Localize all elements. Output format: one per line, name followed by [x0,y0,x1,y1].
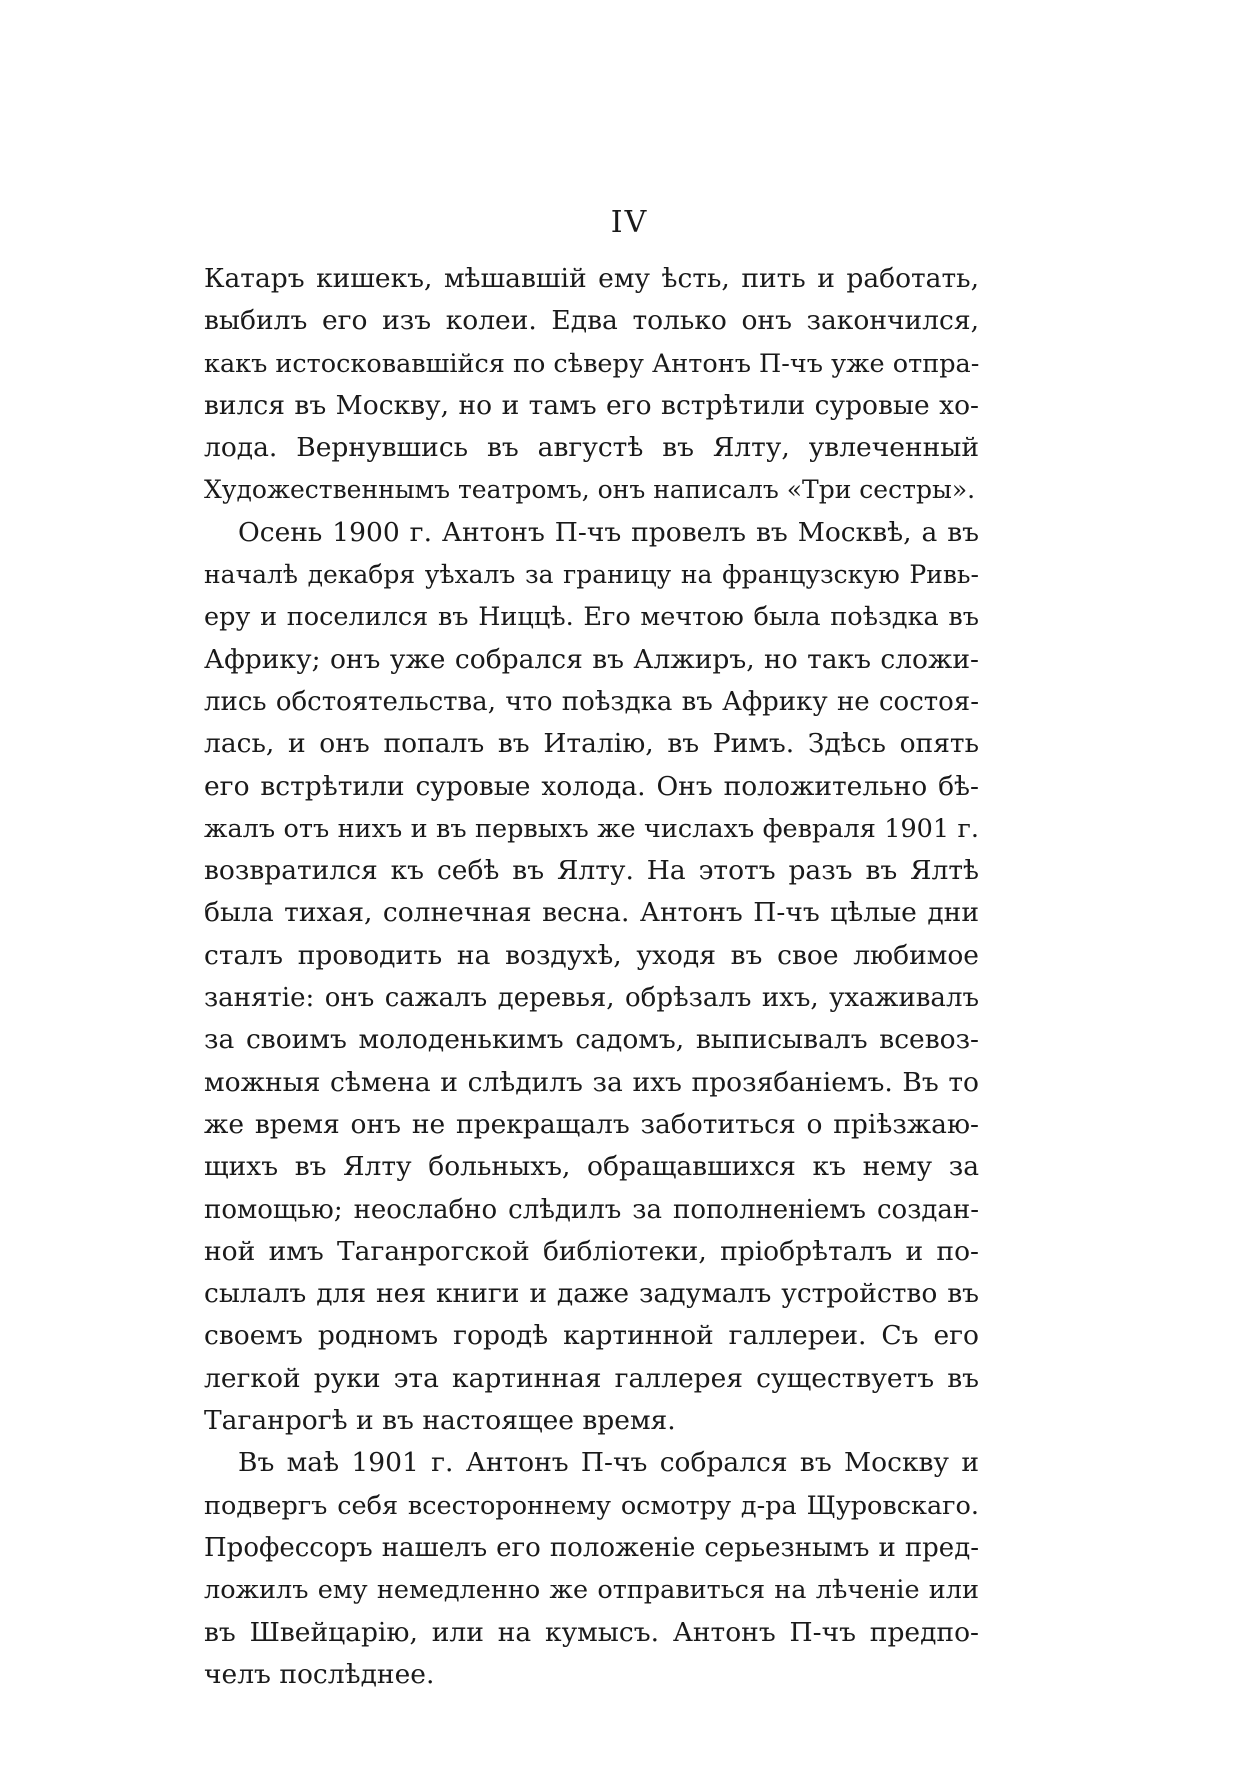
text-line: ной имъ Таганрогской библіотеки, пріобрѣталъ и по- [204,1235,979,1267]
text-line: еру и поселился въ Ниццѣ. Его мечтою была поѣздка въ [204,602,979,633]
text-line: лись обстоятельства, что поѣздка въ Африку не состоя- [204,686,979,717]
text-line: возвратился къ себѣ въ Ялту. На этотъ разъ въ Ялтѣ [204,855,979,887]
text-line: сылалъ для нея книги и даже задумалъ устройство въ [204,1278,979,1310]
text-line: можныя сѣмена и слѣдилъ за ихъ прозябаніемъ. Въ то [204,1066,979,1098]
text-line: лода. Вернувшись въ августѣ въ Ялту, увлеченный [204,432,979,464]
text-line: своемъ родномъ городѣ картинной галлереи. Съ его [204,1320,979,1352]
text-line: же время онъ не прекращалъ заботиться о пріѣзжаю- [204,1108,979,1140]
text-line: за своимъ молоденькимъ садомъ, выписывалъ всевоз- [204,1024,979,1056]
text-line: началѣ декабря уѣхалъ за границу на французскую Ривь- [204,560,979,590]
text-line: его встрѣтили суровые холода. Онъ положительно бѣ- [204,770,979,802]
text-line: подвергъ себя всестороннему осмотру д-ра Щуровскаго. [204,1490,979,1521]
text-line: выбилъ его изъ колеи. Едва только онъ закончился, [204,305,979,337]
text-line: лась, и онъ попалъ въ Италію, въ Римъ. Здѣсь опять [204,728,979,760]
text-line: вился въ Москву, но и тамъ его встрѣтили суровые хо- [204,389,979,421]
text-line: жалъ отъ нихъ и въ первыхъ же числахъ февраля 1901 г. [204,813,979,844]
page-number: IV [610,205,649,240]
text-line: Катаръ кишекъ, мѣшавшій ему ѣсть, пить и работать, [204,263,979,294]
text-line: помощью; неослабно слѣдилъ за пополненіемъ создан- [204,1194,979,1225]
text-line: челъ послѣднее. [204,1658,435,1690]
text-line: сталъ проводить на воздухѣ, уходя въ свое любимое [204,939,979,971]
text-line: была тихая, солнечная весна. Антонъ П-чъ цѣлые дни [204,897,979,929]
text-line: Художественнымъ театромъ, онъ написалъ «Три сестры». [204,475,976,505]
text-line: въ Швейцарію, или на кумысъ. Антонъ П-чъ предпо- [204,1616,979,1648]
text-line: легкой руки эта картинная галлерея существуетъ въ [204,1362,979,1394]
text-line: Профессоръ нашелъ его положеніе серьезнымъ и пред- [204,1532,979,1563]
text-line: ложилъ ему немедленно же отправиться на лѣченіе или [204,1575,979,1606]
body-text [204,258,979,1696]
text-line: Африку; онъ уже собрался въ Алжиръ, но такъ сложи- [204,643,979,675]
text-line: Осень 1900 г. Антонъ П-чъ провелъ въ Москвѣ, а въ [238,516,979,548]
text-line: щихъ въ Ялту больныхъ, обращавшихся къ нему за [204,1151,979,1183]
text-line: Таганрогѣ и въ настоящее время. [204,1405,676,1437]
text-line: Въ маѣ 1901 г. Антонъ П-чъ собрался въ Москву и [238,1447,979,1479]
text-line: занятіе: онъ сажалъ деревья, обрѣзалъ ихъ, ухаживалъ [204,983,979,1014]
text-line: какъ истосковавшійся по сѣверу Антонъ П-чъ уже отпра- [204,348,979,379]
